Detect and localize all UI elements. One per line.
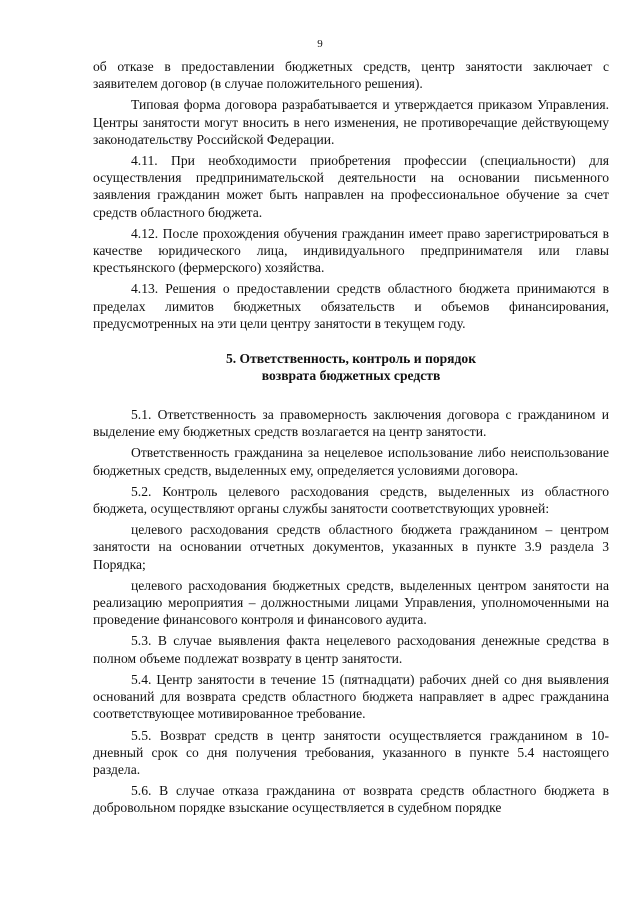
paragraph: Ответственность гражданина за нецелевое использование либо неиспользование бюджетных средств, выделенных ему, определяется условиями договора.: [93, 445, 609, 478]
paragraph: об отказе в предоставлении бюджетных средств, центр занятости заключает с заявителем договор (в случае положительного решения).: [93, 59, 609, 92]
document-body: [93, 58, 609, 821]
section-heading-line-1: 5. Ответственность, контроль и порядок: [225, 351, 477, 367]
list-item: целевого расходования бюджетных средств, выделенных центром занятости на реализацию мероприятия – должностными лицами Управления, уполномоченными на проведение финансового контроля и финансового аудита.: [93, 577, 609, 628]
section-heading-line-2: возврата бюджетных средств: [261, 368, 441, 384]
page-number: 9: [317, 38, 323, 50]
paragraph-5-2: 5.2. Контроль целевого расходования средств, выделенных из областного бюджета, осуществляют органы службы занятости соответствующих уровней:: [93, 483, 609, 517]
paragraph-4-12: 4.12. После прохождения обучения гражданин имеет право зарегистрироваться в качестве юридического лица, индивидуального предпринимателя или главы крестьянского (фермерского) хозяйства.: [93, 225, 609, 276]
paragraph-5-5: 5.5. Возврат средств в центр занятости осуществляется гражданином в 10-дневный срок со дня получения требования, указанного в пункте 5.4 настоящего раздела.: [93, 727, 609, 777]
section-heading: [93, 350, 609, 384]
paragraph-5-6: 5.6. В случае отказа гражданина от возврата средств областного бюджета в добровольном порядке взыскание осуществляется в судебном порядке: [93, 783, 609, 816]
paragraph-5-4: 5.4. Центр занятости в течение 15 (пятнадцати) рабочих дней со дня выявления оснований для возврата средств областного бюджета направляет в адрес гражданина соответствующее мотивированное требование.: [93, 671, 609, 722]
paragraph-4-11: 4.11. При необходимости приобретения профессии (специальности) для осуществления предпринимательской деятельности на основании письменного заявления гражданин может быть направлен на профессиональное обучение за счет средств областного бюджета.: [93, 153, 609, 220]
paragraph-5-1: 5.1. Ответственность за правомерность заключения договора с гражданином и выделение ему бюджетных средств возлагается на центр занятости.: [93, 407, 609, 440]
paragraph-4-13: 4.13. Решения о предоставлении средств областного бюджета принимаются в пределах лимитов бюджетных обязательств и объемов финансирования, предусмотренных на эти цели центру занятости в текущем году.: [93, 281, 609, 331]
paragraph-5-3: 5.3. В случае выявления факта нецелевого расходования денежные средства в полном объеме подлежат возврату в центр занятости.: [93, 633, 609, 666]
paragraph: Типовая форма договора разрабатывается и утверждается приказом Управления. Центры занятости могут вносить в него изменения, не противоречащие действующему законодательству Российской Федерации.: [93, 97, 609, 147]
list-item: целевого расходования средств областного бюджета гражданином – центром занятости на основании отчетных документов, указанных в пункте 3.9 раздела 3 Порядка;: [93, 522, 609, 572]
